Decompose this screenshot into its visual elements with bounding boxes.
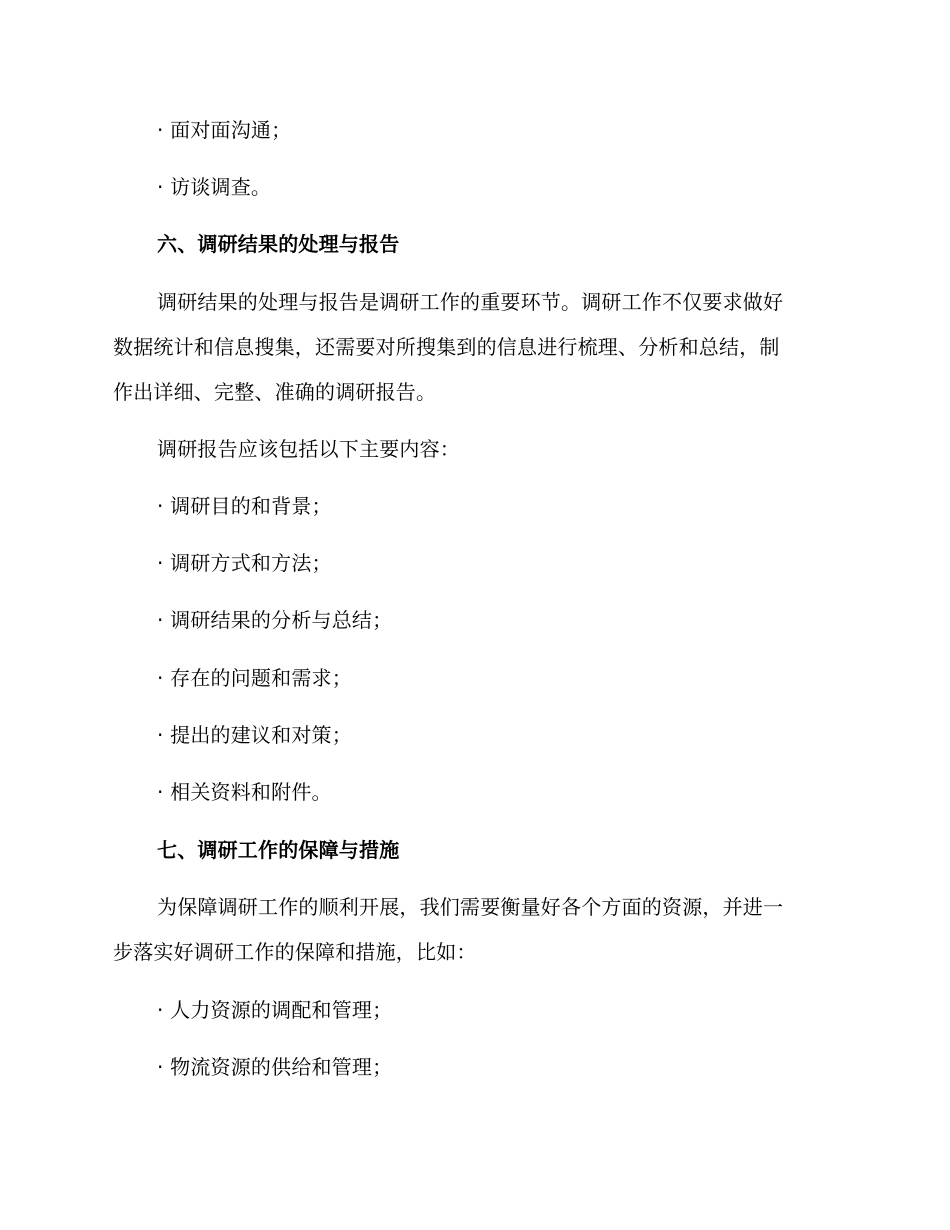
paragraph-line: 步落实好调研工作的保障和措施，比如： <box>113 940 477 964</box>
bullet-item: · 物流资源的供给和管理； <box>157 1055 393 1079</box>
section-heading: 七、调研工作的保障与措施 <box>157 838 400 862</box>
section-heading: 六、调研结果的处理与报告 <box>157 232 400 256</box>
bullet-item: · 访谈调查。 <box>157 175 272 199</box>
bullet-item: · 相关资料和附件。 <box>157 780 332 804</box>
paragraph-line: 数据统计和信息搜集，还需要对所搜集到的信息进行梳理、分析和总结，制 <box>113 335 780 359</box>
paragraph-line: 调研结果的处理与报告是调研工作的重要环节。调研工作不仅要求做好 <box>157 290 784 314</box>
bullet-item: · 提出的建议和对策； <box>157 723 352 747</box>
bullet-item: · 调研目的和背景； <box>157 494 332 518</box>
paragraph-line: 为保障调研工作的顺利开展，我们需要衡量好各个方面的资源，并进一 <box>157 895 784 919</box>
bullet-item: · 调研结果的分析与总结； <box>157 608 393 632</box>
paragraph-line: 调研报告应该包括以下主要内容： <box>157 437 460 461</box>
bullet-item: · 人力资源的调配和管理； <box>157 998 393 1022</box>
bullet-item: · 调研方式和方法； <box>157 551 332 575</box>
bullet-item: · 存在的问题和需求； <box>157 666 352 690</box>
bullet-item: · 面对面沟通； <box>157 118 292 142</box>
paragraph-line: 作出详细、完整、准确的调研报告。 <box>113 380 437 404</box>
